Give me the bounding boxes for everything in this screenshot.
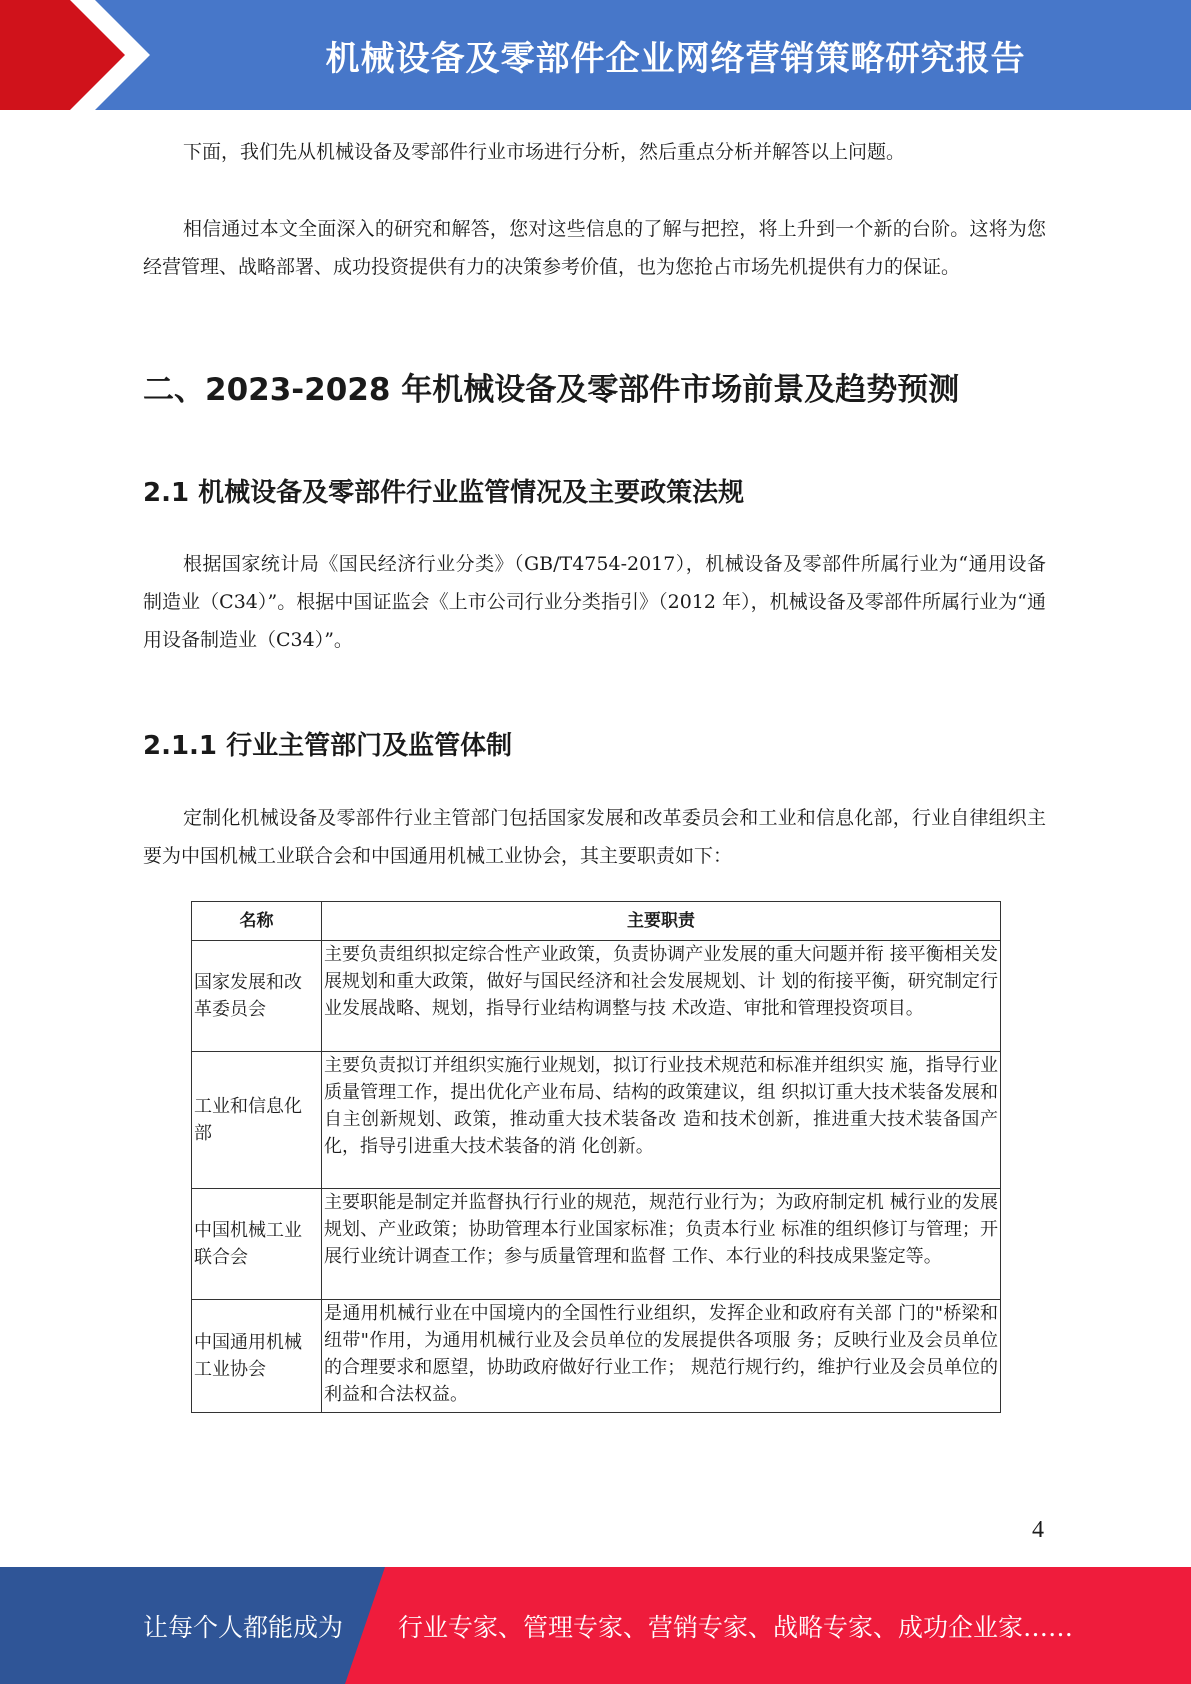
intro-paragraph-1: 下面，我们先从机械设备及零部件行业市场进行分析，然后重点分析并解答以上问题。	[183, 141, 906, 163]
header-duties: 主要职责	[322, 902, 1001, 941]
org-name: 中国机械工业联合会	[192, 1189, 322, 1300]
section-2-1-heading: 2.1 机械设备及零部件行业监管情况及主要政策法规	[143, 478, 745, 508]
section-2-1-1-heading: 2.1.1 行业主管部门及监管体制	[143, 731, 513, 761]
table-row	[192, 1300, 1001, 1413]
report-title: 机械设备及零部件企业网络营销策略研究报告	[325, 38, 1026, 79]
report-footer	[0, 1567, 1191, 1684]
section-2-1-paragraph: 根据国家统计局《国民经济行业分类》（GB/T4754-2017），机械设备及零部件所属行业为“通用设备制造业（C34）”。根据中国证监会《上市公司行业分类指引》（2012 年），机械设备及零部件所属行业为“通用设备制造业（C34）”。	[143, 553, 1046, 651]
org-name: 工业和信息化部	[192, 1052, 322, 1189]
org-duties: 主要负责拟订并组织实施行业规划，拟订行业技术规范和标准并组织实 施，指导行业质量管理工作，提出优化产业布局、结构的政策建议，组 织拟订重大技术装备发展和自主创新规划、政策，推动重大技术装备改 造和技术创新，推进重大技术装备国产化，指导引进重大技术装备的消 化创新。	[322, 1052, 1001, 1189]
page-number: 4	[1032, 1517, 1044, 1543]
org-name: 中国通用机械工业协会	[192, 1300, 322, 1413]
duties-table	[191, 901, 1001, 1413]
org-duties: 是通用机械行业在中国境内的全国性行业组织，发挥企业和政府有关部 门的"桥梁和纽带"作用，为通用机械行业及会员单位的发展提供各项服 务；反映行业及会员单位的合理要求和愿望，协助政府做好行业工作； 规范行规行约，维护行业及会员单位的利益和合法权益。	[322, 1300, 1001, 1413]
section-2-1-1-paragraph: 定制化机械设备及零部件行业主管部门包括国家发展和改革委员会和工业和信息化部，行业自律组织主要为中国机械工业联合会和中国通用机械工业协会，其主要职责如下：	[143, 807, 1046, 867]
section-2-heading: 二、2023-2028 年机械设备及零部件市场前景及趋势预测	[143, 372, 960, 408]
table-row	[192, 1189, 1001, 1300]
footer-slogan-right: 行业专家、管理专家、营销专家、战略专家、成功企业家……	[398, 1612, 1074, 1642]
table-header-row	[192, 902, 1001, 941]
org-duties: 主要负责组织拟定综合性产业政策，负责协调产业发展的重大问题并衔 接平衡相关发展规划和重大政策，做好与国民经济和社会发展规划、计 划的衔接平衡，研究制定行业发展战略、规划，指导行业结构调整与技 术改造、审批和管理投资项目。	[322, 941, 1001, 1052]
table-row	[192, 1052, 1001, 1189]
table-row	[192, 941, 1001, 1052]
report-header	[0, 0, 1191, 110]
org-duties: 主要职能是制定并监督执行行业的规范，规范行业行为；为政府制定机 械行业的发展规划、产业政策；协助管理本行业国家标准；负责本行业 标准的组织修订与管理；开展行业统计调查工作；参与质量管理和监督 工作、本行业的科技成果鉴定等。	[322, 1189, 1001, 1300]
org-name: 国家发展和改革委员会	[192, 941, 322, 1052]
header-name: 名称	[192, 902, 322, 941]
footer-slogan-left: 让每个人都能成为	[143, 1612, 344, 1642]
header-arrow-decoration	[0, 0, 160, 110]
intro-paragraph-2: 相信通过本文全面深入的研究和解答，您对这些信息的了解与把控，将上升到一个新的台阶。这将为您经营管理、战略部署、成功投资提供有力的决策参考价值，也为您抢占市场先机提供有力的保证。	[143, 218, 1046, 278]
